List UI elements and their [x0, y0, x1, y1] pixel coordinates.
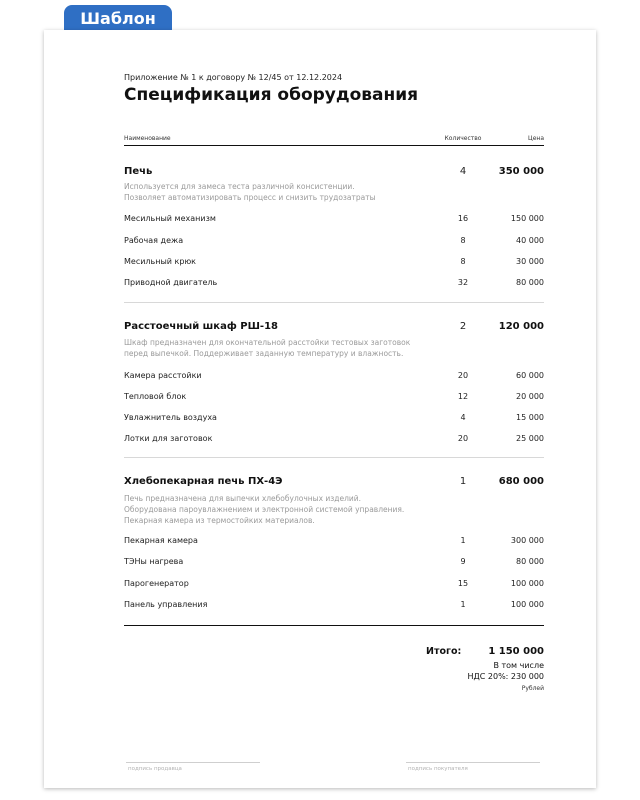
item-qty: 15: [457, 579, 469, 588]
item-row: [124, 278, 544, 290]
item-price: 300 000: [510, 536, 544, 545]
item-price: 30 000: [516, 257, 544, 266]
item-name: Пекарная камера: [124, 536, 198, 545]
item-price: 80 000: [516, 557, 544, 566]
group-name: Печь: [124, 166, 153, 177]
item-price: 40 000: [516, 236, 544, 245]
item-name: Месильный механизм: [124, 214, 216, 223]
group-description: Используется для замеса теста различной консистенции. Позволяет автоматизировать процесс и снизить трудозатраты: [124, 182, 376, 202]
item-name: Парогенератор: [124, 579, 189, 588]
group-row: [124, 166, 544, 178]
buyer-signature-caption: подпись покупателя: [408, 766, 468, 772]
item-name: Тепловой блок: [124, 392, 187, 401]
column-header-qty: Количество: [444, 135, 482, 142]
item-name: Месильный крюк: [124, 257, 197, 266]
item-price: 25 000: [516, 434, 544, 443]
item-row: [124, 600, 544, 612]
item-price: 100 000: [510, 600, 544, 609]
group-qty: 4: [459, 166, 467, 177]
group-price: 350 000: [498, 166, 544, 177]
group-description: Шкаф предназначен для окончательной расстойки тестовых заготовок перед выпечкой. Поддерживает заданную температуру и влажность.: [124, 338, 411, 358]
item-qty: 12: [457, 392, 469, 401]
group-price: 120 000: [498, 321, 544, 332]
item-qty: 8: [460, 236, 466, 245]
item-qty: 1: [460, 600, 466, 609]
item-name: Лотки для заготовок: [124, 434, 213, 443]
group-separator: [124, 457, 544, 458]
item-row: [124, 371, 544, 383]
group-name: Расстоечный шкаф РШ-18: [124, 321, 278, 332]
item-qty: 1: [460, 536, 466, 545]
item-price: 60 000: [516, 371, 544, 380]
document-page: [44, 30, 596, 788]
item-price: 150 000: [510, 214, 544, 223]
item-price: 80 000: [516, 278, 544, 287]
item-qty: 20: [457, 434, 469, 443]
item-qty: 4: [460, 413, 466, 422]
item-row: [124, 434, 544, 446]
item-row: [124, 557, 544, 569]
item-qty: 16: [457, 214, 469, 223]
group-row: [124, 321, 544, 333]
group-qty: 1: [459, 476, 467, 487]
document-title: Спецификация оборудования: [124, 85, 419, 105]
column-header-name: Наименование: [124, 135, 171, 142]
item-name: Камера расстойки: [124, 371, 202, 380]
buyer-signature-line: [406, 762, 540, 763]
item-row: [124, 536, 544, 548]
item-price: 15 000: [516, 413, 544, 422]
item-qty: 8: [460, 257, 466, 266]
currency-note: Рублей: [521, 685, 544, 692]
template-badge[interactable]: Шаблон: [64, 5, 172, 35]
item-qty: 32: [457, 278, 469, 287]
item-row: [124, 257, 544, 269]
item-name: ТЭНы нагрева: [124, 557, 184, 566]
item-price: 20 000: [516, 392, 544, 401]
totals-rule: [124, 625, 544, 626]
group-description: Печь предназначена для выпечки хлебобулочных изделий. Оборудована пароувлажнением и электронной системой управления. Пекарная камера из термостойких материалов.: [124, 494, 405, 525]
item-name: Увлажнитель воздуха: [124, 413, 217, 422]
group-price: 680 000: [498, 476, 544, 487]
item-row: [124, 392, 544, 404]
item-row: [124, 214, 544, 226]
vat-amount: НДС 20%: 230 000: [467, 672, 544, 681]
item-row: [124, 579, 544, 591]
annex-reference: Приложение № 1 к договору № 12/45 от 12.12.2024: [124, 73, 343, 82]
total-label: Итого:: [426, 646, 462, 657]
seller-signature-caption: подпись продавца: [128, 766, 182, 772]
seller-signature-line: [126, 762, 260, 763]
item-name: Приводной двигатель: [124, 278, 218, 287]
item-qty: 20: [457, 371, 469, 380]
group-qty: 2: [459, 321, 467, 332]
item-price: 100 000: [510, 579, 544, 588]
column-header-price: Цена: [528, 135, 544, 142]
item-row: [124, 236, 544, 248]
item-name: Рабочая дежа: [124, 236, 184, 245]
item-qty: 9: [460, 557, 466, 566]
group-row: [124, 476, 544, 488]
group-separator: [124, 302, 544, 303]
vat-note: В том числе: [493, 661, 544, 670]
header-rule: [124, 145, 544, 146]
item-name: Панель управления: [124, 600, 208, 609]
group-name: Хлебопекарная печь ПХ-4Э: [124, 476, 283, 487]
item-row: [124, 413, 544, 425]
total-value: 1 150 000: [488, 646, 544, 657]
